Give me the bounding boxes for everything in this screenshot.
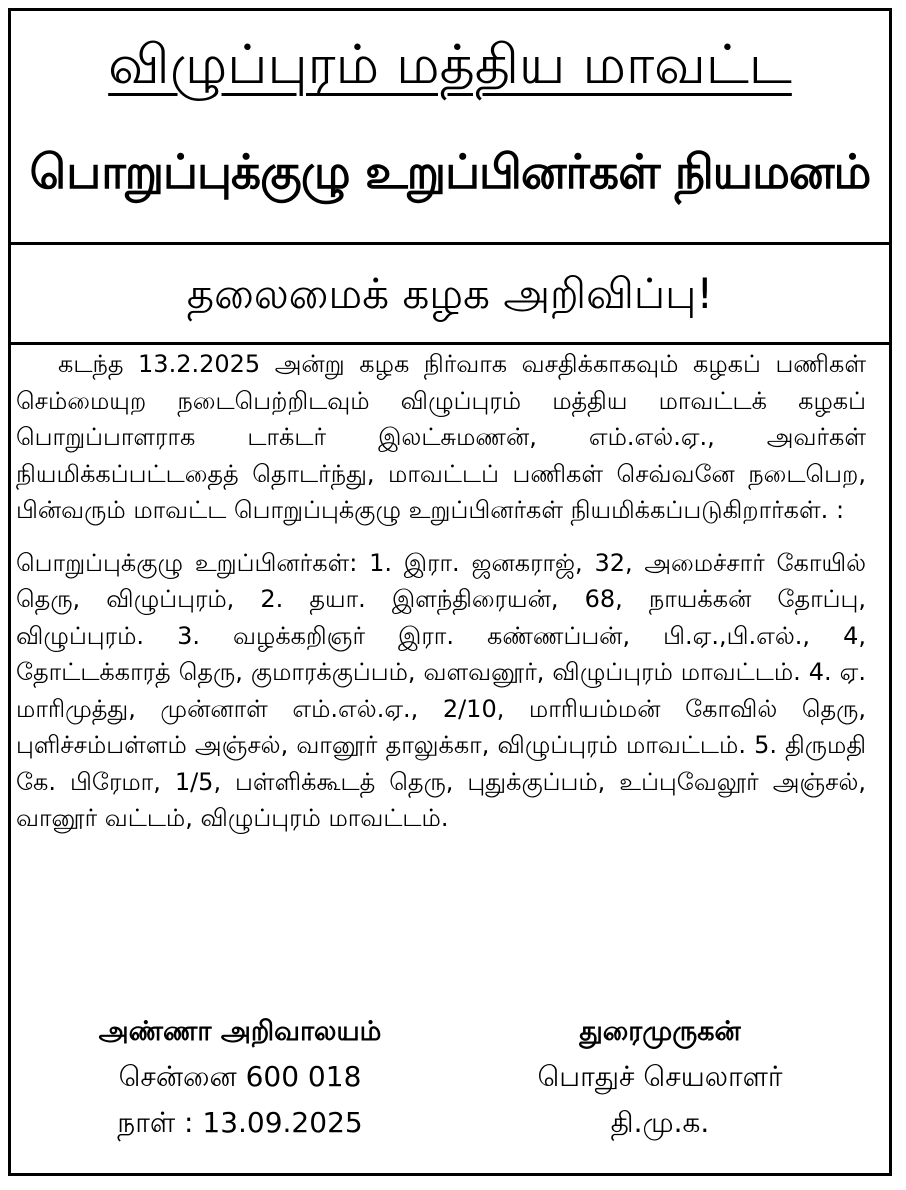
notice-headline: பொறுப்புக்குழு உறுப்பினர்கள் நியமனம்: [29, 145, 871, 200]
issuing-office-block: [50, 1010, 430, 1146]
district-title: விழுப்புரம் மத்திய மாவட்ட: [108, 33, 792, 96]
announcement-subtitle: தலைமைக் கழக அறிவிப்பு!: [186, 269, 714, 318]
signatory-name: துரைமுருகன்: [579, 1016, 741, 1047]
notice-body: [16, 346, 866, 837]
office-name: அண்ணா அறிவாலயம்: [98, 1016, 382, 1047]
subtitle-section: [11, 245, 889, 345]
office-city: சென்னை 600 018: [118, 1060, 362, 1093]
notice-date: நாள் : 13.09.2025: [117, 1106, 363, 1139]
party-name: தி.மு.க.: [610, 1106, 710, 1139]
signatory-designation: பொதுச் செயலாளர்: [537, 1060, 783, 1093]
header-section: [11, 11, 889, 245]
members-paragraph: பொறுப்புக்குழு உறுப்பினர்கள்: 1. இரா. ஜனகராஜ், 32, அமைச்சார் கோயில் தெரு, விழுப்புரம், 2. தயா. இளந்திரையன், 68, நாயக்கன் தோப்பு, விழுப்புரம். 3. வழக்கறிஞர் இரா. கண்ணப்பன், பி.ஏ.,பி.எல்., 4, தோட்டக்காரத் தெரு, குமாரக்குப்பம், வளவனூர், விழுப்புரம் மாவட்டம். 4. ஏ. மாரிமுத்து, முன்னாள் எம்.எல்.ஏ., 2/10, மாரியம்மன் கோவில் தெரு, புளிச்சம்பள்ளம் அஞ்சல், வானூர் தாலுக்கா, விழுப்புரம் மாவட்டம். 5. திருமதி கே. பிரேமா, 1/5, பள்ளிக்கூடத் தெரு, புதுக்குப்பம், உப்புவேலூர் அஞ்சல், வானூர் வட்டம், விழுப்புரம் மாவட்டம்.: [16, 548, 866, 832]
intro-paragraph: கடந்த 13.2.2025 அன்று கழக நிர்வாக வசதிக்காகவும் கழகப் பணிகள் செம்மையுற நடைபெற்றிடவும் விழுப்புரம் மத்திய மாவட்டக் கழகப் பொறுப்பாளராக டாக்டர் இலட்சுமணன், எம்.எல்.ஏ., அவர்கள் நியமிக்கப்பட்டதைத் தொடர்ந்து, மாவட்டப் பணிகள் செவ்வனே நடைபெற, பின்வரும் மாவட்ட பொறுப்புக்குழு உறுப்பினர்கள் நியமிக்கப்படுகிறார்கள். :: [16, 350, 866, 524]
signatory-block: [480, 1010, 840, 1146]
